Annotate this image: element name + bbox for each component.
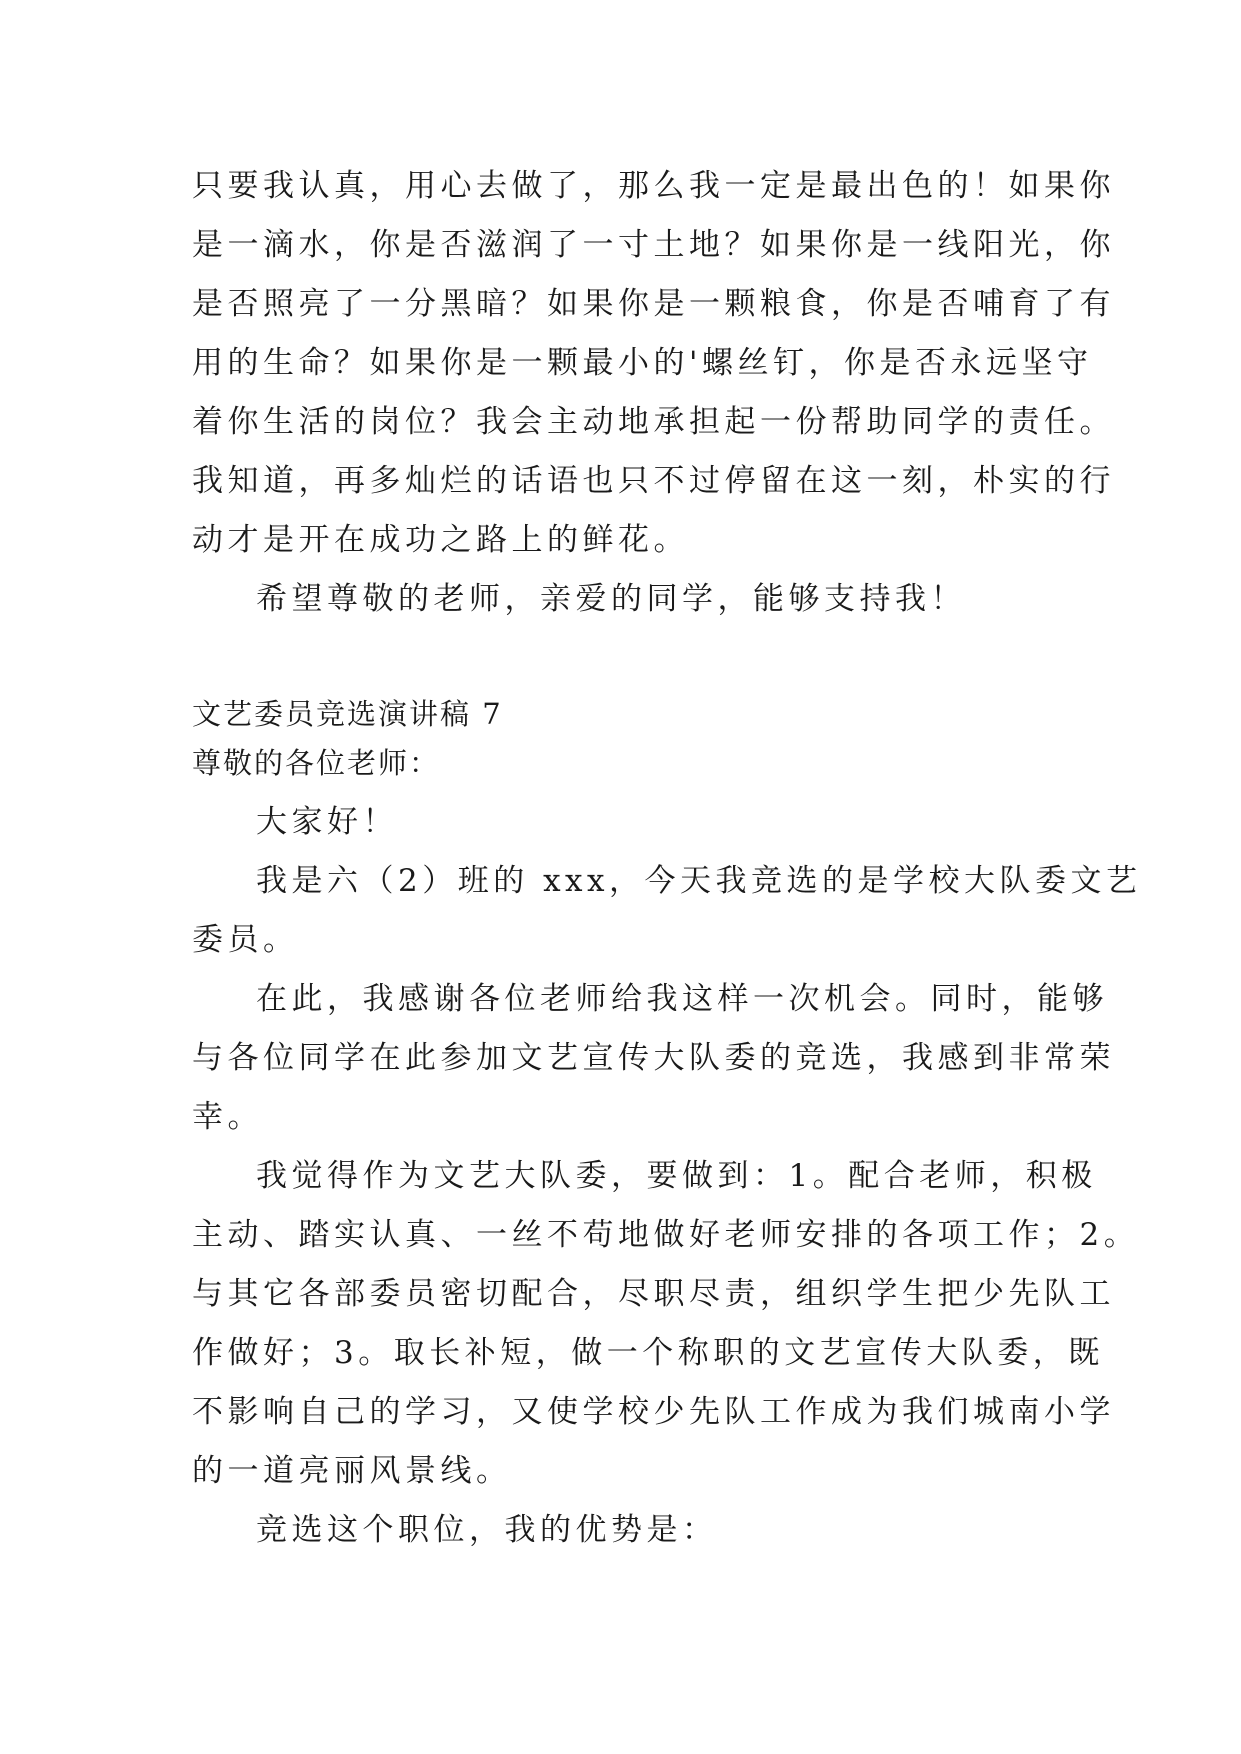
- paragraph-line: 用的生命？如果你是一颗最小的'螺丝钉，你是否永远坚守: [192, 345, 1093, 381]
- section-title: 文艺委员竞选演讲稿 7: [192, 697, 503, 731]
- paragraph-line: 与其它各部委员密切配合，尽职尽责，组织学生把少先队工: [192, 1276, 1115, 1312]
- paragraph-line: 是一滴水，你是否滋润了一寸土地？如果你是一线阳光，你: [192, 227, 1115, 263]
- paragraph-line: 只要我认真，用心去做了，那么我一定是最出色的！如果你: [192, 168, 1115, 204]
- paragraph-line: 幸。: [192, 1099, 263, 1135]
- paragraph-line: 主动、踏实认真、一丝不苟地做好老师安排的各项工作；2。: [192, 1217, 1140, 1253]
- paragraph-line: 的一道亮丽风景线。: [192, 1453, 512, 1489]
- paragraph-line: 与各位同学在此参加文艺宣传大队委的竞选，我感到非常荣: [192, 1040, 1115, 1076]
- paragraph-line: 在此，我感谢各位老师给我这样一次机会。同时，能够: [256, 981, 1108, 1017]
- paragraph-line: 着你生活的岗位？我会主动地承担起一份帮助同学的责任。: [192, 404, 1115, 440]
- paragraph-line: 我知道，再多灿烂的话语也只不过停留在这一刻，朴实的行: [192, 463, 1115, 499]
- paragraph-line: 动才是开在成功之路上的鲜花。: [192, 522, 689, 558]
- closing-line: 希望尊敬的老师，亲爱的同学，能够支持我！: [256, 581, 966, 617]
- paragraph-line: 委员。: [192, 922, 299, 958]
- paragraph-line: 我是六（2）班的 xxx，今天我竞选的是学校大队委文艺: [256, 863, 1142, 899]
- paragraph-line: 竞选这个职位，我的优势是：: [256, 1512, 718, 1548]
- paragraph-line: 作做好；3。取长补短，做一个称职的文艺宣传大队委，既: [192, 1335, 1104, 1371]
- salutation: 尊敬的各位老师：: [192, 746, 441, 780]
- paragraph-line: 不影响自己的学习，又使学校少先队工作成为我们城南小学: [192, 1394, 1115, 1430]
- paragraph-line: 是否照亮了一分黑暗？如果你是一颗粮食，你是否哺育了有: [192, 286, 1115, 322]
- greeting: 大家好！: [256, 804, 398, 840]
- paragraph-line: 我觉得作为文艺大队委，要做到：1。配合老师，积极: [256, 1158, 1097, 1194]
